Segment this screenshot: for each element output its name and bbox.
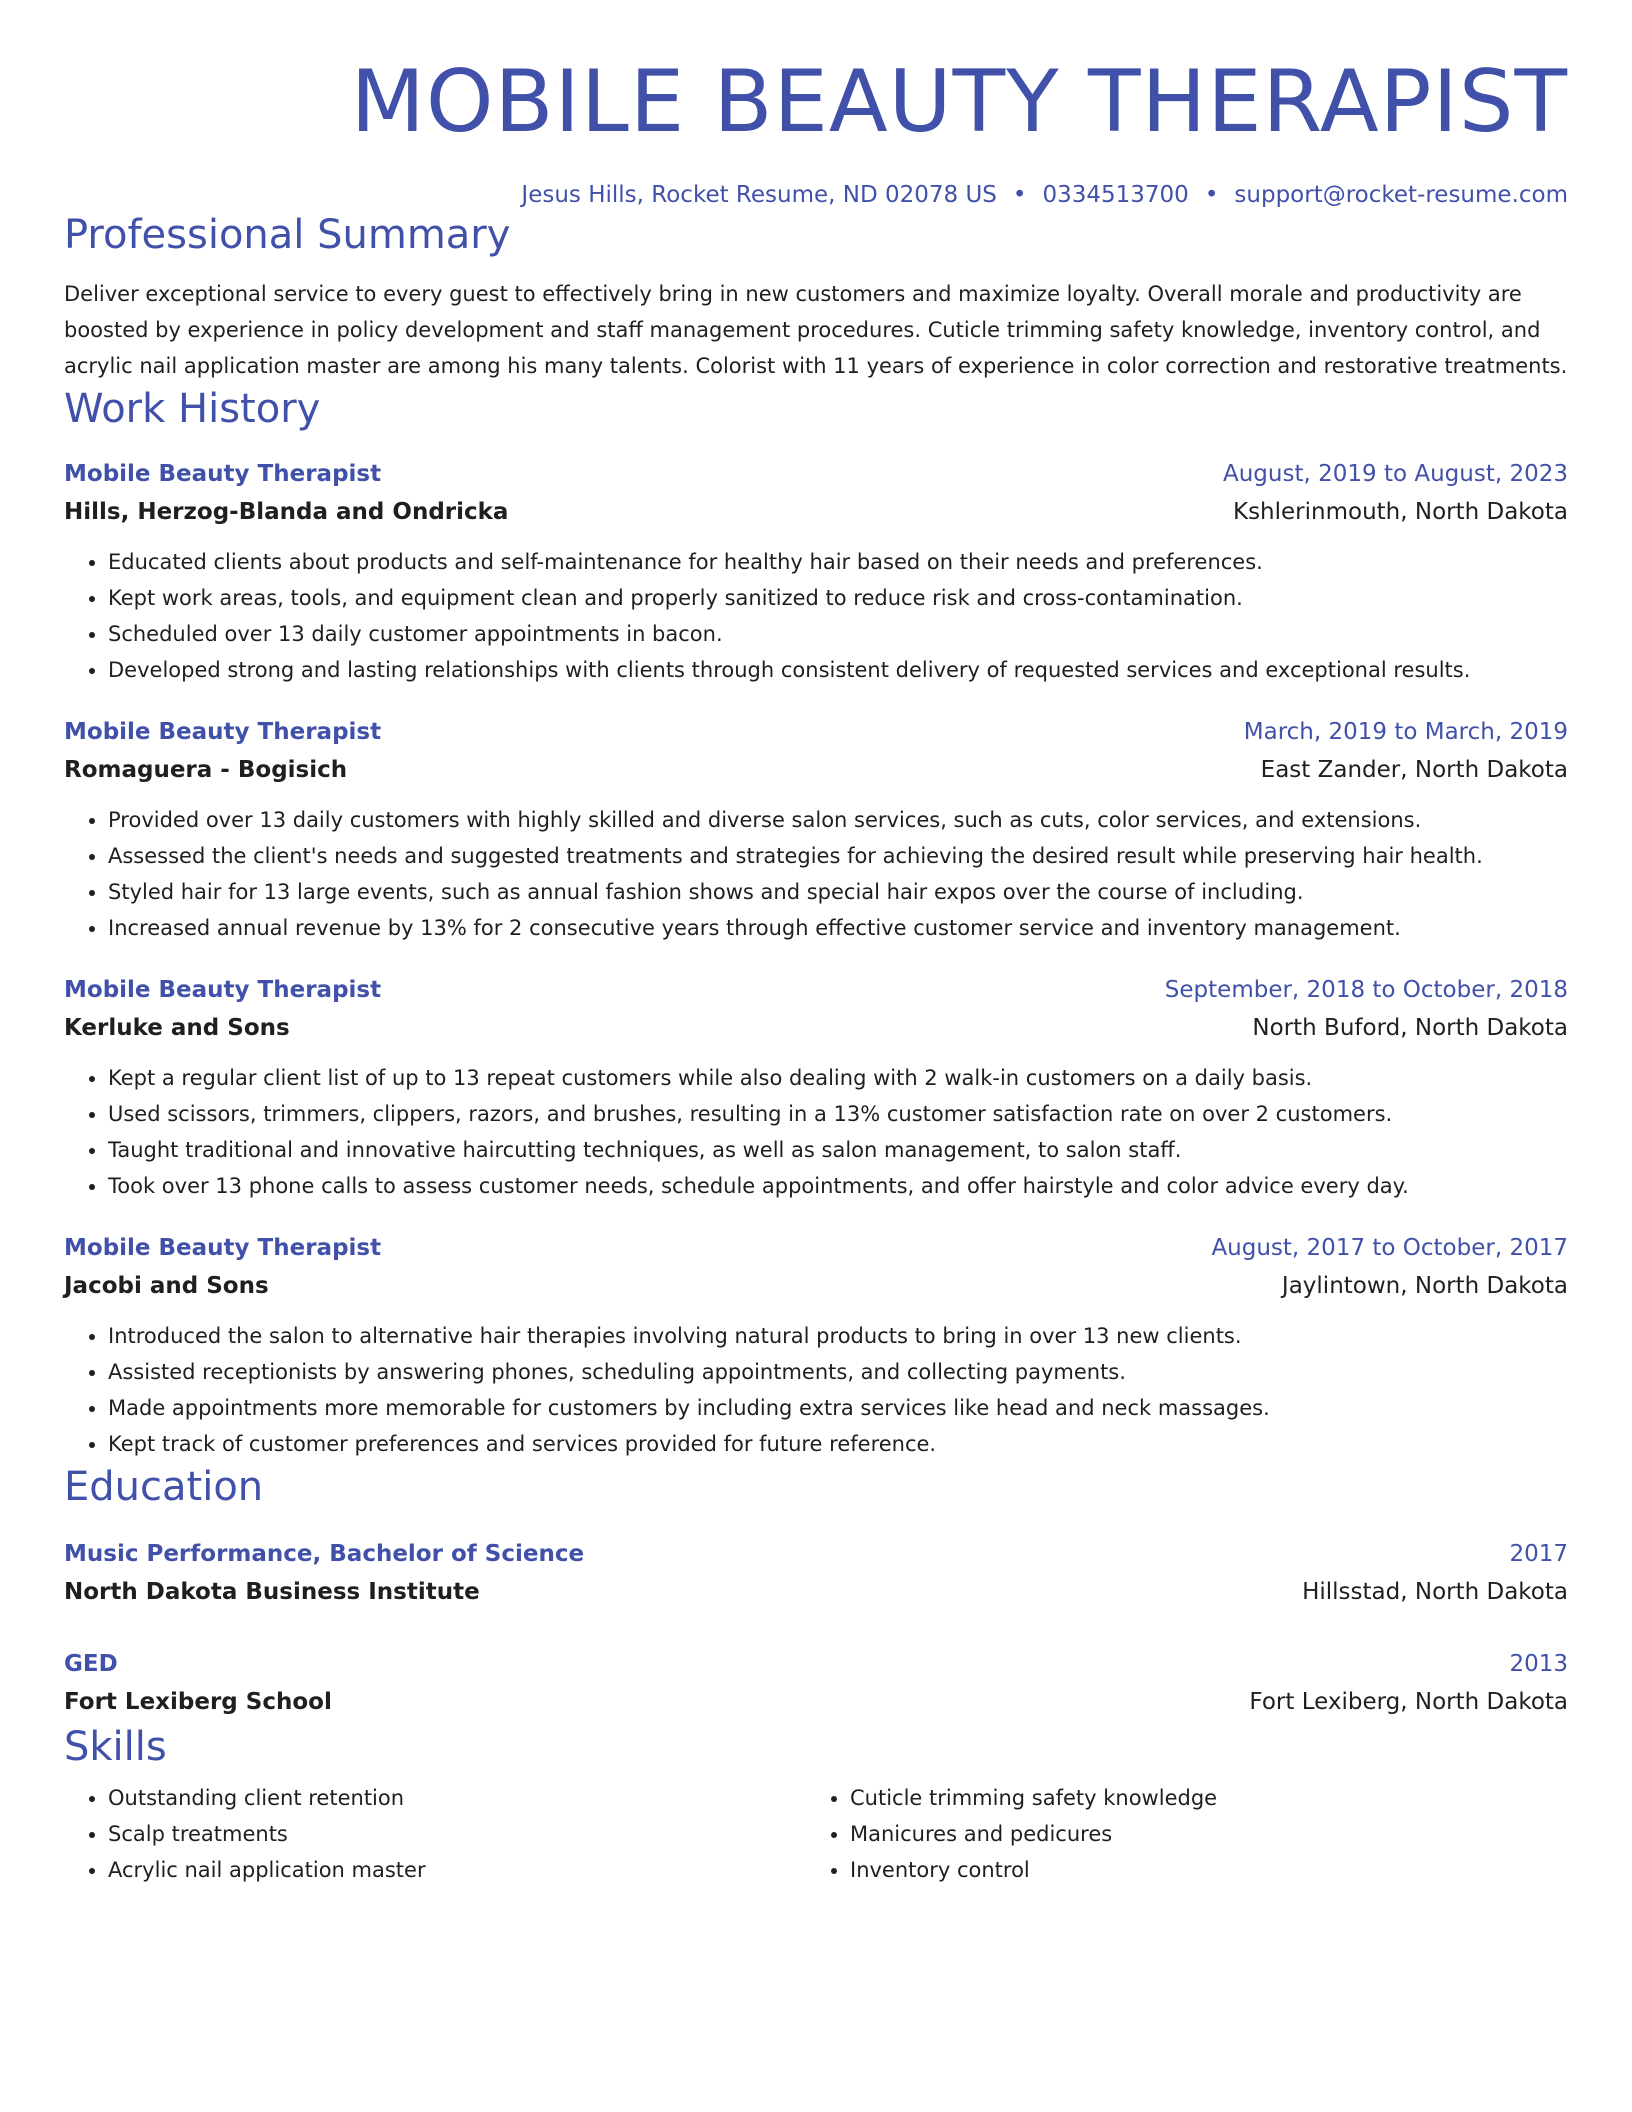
job-dates: August, 2019 to August, 2023 — [1223, 461, 1568, 487]
list-item: • Used scissors, trimmers, clippers, razors, and brushes, resulting in a 13% customer satisfaction rate on over 2 customers. — [108, 1096, 1568, 1132]
list-item: • Developed strong and lasting relationships with clients through consistent delivery of requested services and exceptional results. — [108, 652, 1568, 688]
list-item: • Taught traditional and innovative haircutting techniques, as well as salon management, to salon staff. — [108, 1132, 1568, 1168]
work-history-heading: Work History — [64, 386, 321, 432]
education-school: Fort Lexiberg School — [64, 1689, 332, 1715]
list-item: • Acrylic nail application master — [108, 1852, 806, 1888]
contact-line — [64, 180, 1568, 210]
list-item: • Assisted receptionists by answering phones, scheduling appointments, and collecting payments. — [108, 1354, 1568, 1390]
separator-dot: • — [1204, 182, 1219, 208]
education-entry — [64, 1536, 1568, 1612]
job-role: Mobile Beauty Therapist — [64, 461, 382, 487]
education-location: Fort Lexiberg, North Dakota — [1249, 1689, 1568, 1715]
list-item: • Scalp treatments — [108, 1816, 806, 1852]
education-year: 2017 — [1509, 1541, 1568, 1567]
job-location: North Buford, North Dakota — [1252, 1015, 1568, 1041]
summary-heading: Professional Summary — [64, 212, 511, 258]
job-company: Kerluke and Sons — [64, 1015, 290, 1041]
education-degree: Music Performance, Bachelor of Science — [64, 1541, 585, 1567]
contact-phone: 0334513700 — [1042, 182, 1189, 208]
job-entry — [64, 714, 1568, 946]
education-heading: Education — [64, 1464, 264, 1510]
contact-address: Jesus Hills, Rocket Resume, ND 02078 US — [521, 182, 997, 208]
job-role: Mobile Beauty Therapist — [64, 977, 382, 1003]
job-bullets — [64, 1318, 1568, 1462]
list-item: • Cuticle trimming safety knowledge — [850, 1780, 1548, 1816]
job-location: East Zander, North Dakota — [1260, 757, 1568, 783]
job-bullets — [64, 544, 1568, 688]
job-dates: March, 2019 to March, 2019 — [1243, 719, 1568, 745]
list-item: • Kept a regular client list of up to 13 repeat customers while also dealing with 2 walk-in customers on a daily basis. — [108, 1060, 1568, 1096]
list-item: • Took over 13 phone calls to assess customer needs, schedule appointments, and offer hairstyle and color advice every day. — [108, 1168, 1568, 1204]
job-bullets — [64, 1060, 1568, 1204]
summary-text: Deliver exceptional service to every guest to effectively bring in new customers and maximize loyalty. Overall morale and productivity are boosted by experience in policy development and staff management procedures. Cuticle trimming safety knowledge, inventory control, and acrylic nail application master are among his many talents. Colorist with 11 years of experience in color correction and restorative treatments. — [64, 282, 1568, 378]
education-school: North Dakota Business Institute — [64, 1579, 480, 1605]
list-item: • Kept work areas, tools, and equipment clean and properly sanitized to reduce risk and cross-contamination. — [108, 580, 1568, 616]
skills-column-left — [64, 1780, 806, 1888]
education-degree: GED — [64, 1651, 118, 1677]
list-item: • Increased annual revenue by 13% for 2 consecutive years through effective customer service and inventory management. — [108, 910, 1568, 946]
job-dates: September, 2018 to October, 2018 — [1164, 977, 1568, 1003]
contact-email[interactable]: support@rocket-resume.com — [1234, 182, 1568, 208]
list-item: • Introduced the salon to alternative hair therapies involving natural products to bring in over 13 new clients. — [108, 1318, 1568, 1354]
list-item: • Styled hair for 13 large events, such as annual fashion shows and special hair expos over the course of including. — [108, 874, 1568, 910]
job-entry — [64, 972, 1568, 1204]
separator-dot: • — [1012, 182, 1027, 208]
job-location: Kshlerinmouth, North Dakota — [1232, 499, 1568, 525]
page-title: MOBILE BEAUTY THERAPIST — [350, 52, 1568, 152]
list-item: • Educated clients about products and self-maintenance for healthy hair based on their needs and preferences. — [108, 544, 1568, 580]
list-item: • Manicures and pedicures — [850, 1816, 1548, 1852]
skills-heading: Skills — [64, 1724, 167, 1770]
job-location: Jaylintown, North Dakota — [1281, 1273, 1568, 1299]
list-item: • Kept track of customer preferences and services provided for future reference. — [108, 1426, 1568, 1462]
education-location: Hillsstad, North Dakota — [1302, 1579, 1568, 1605]
education-entry — [64, 1646, 1568, 1722]
job-dates: August, 2017 to October, 2017 — [1211, 1235, 1568, 1261]
job-entry — [64, 1230, 1568, 1462]
list-item: • Scheduled over 13 daily customer appointments in bacon. — [108, 616, 1568, 652]
resume-header — [64, 0, 1568, 210]
job-company: Jacobi and Sons — [64, 1273, 269, 1299]
skills-column-right — [806, 1780, 1548, 1888]
list-item: • Inventory control — [850, 1852, 1548, 1888]
education-year: 2013 — [1509, 1651, 1568, 1677]
job-company: Romaguera - Bogisich — [64, 757, 348, 783]
job-bullets — [64, 802, 1568, 946]
list-item: • Provided over 13 daily customers with highly skilled and diverse salon services, such as cuts, color services, and extensions. — [108, 802, 1568, 838]
list-item: • Assessed the client's needs and suggested treatments and strategies for achieving the desired result while preserving hair health. — [108, 838, 1568, 874]
job-role: Mobile Beauty Therapist — [64, 1235, 382, 1261]
list-item: • Outstanding client retention — [108, 1780, 806, 1816]
skills-list — [64, 1780, 1568, 1888]
list-item: • Made appointments more memorable for customers by including extra services like head and neck massages. — [108, 1390, 1568, 1426]
job-company: Hills, Herzog-Blanda and Ondricka — [64, 499, 509, 525]
job-entry — [64, 456, 1568, 688]
job-role: Mobile Beauty Therapist — [64, 719, 382, 745]
